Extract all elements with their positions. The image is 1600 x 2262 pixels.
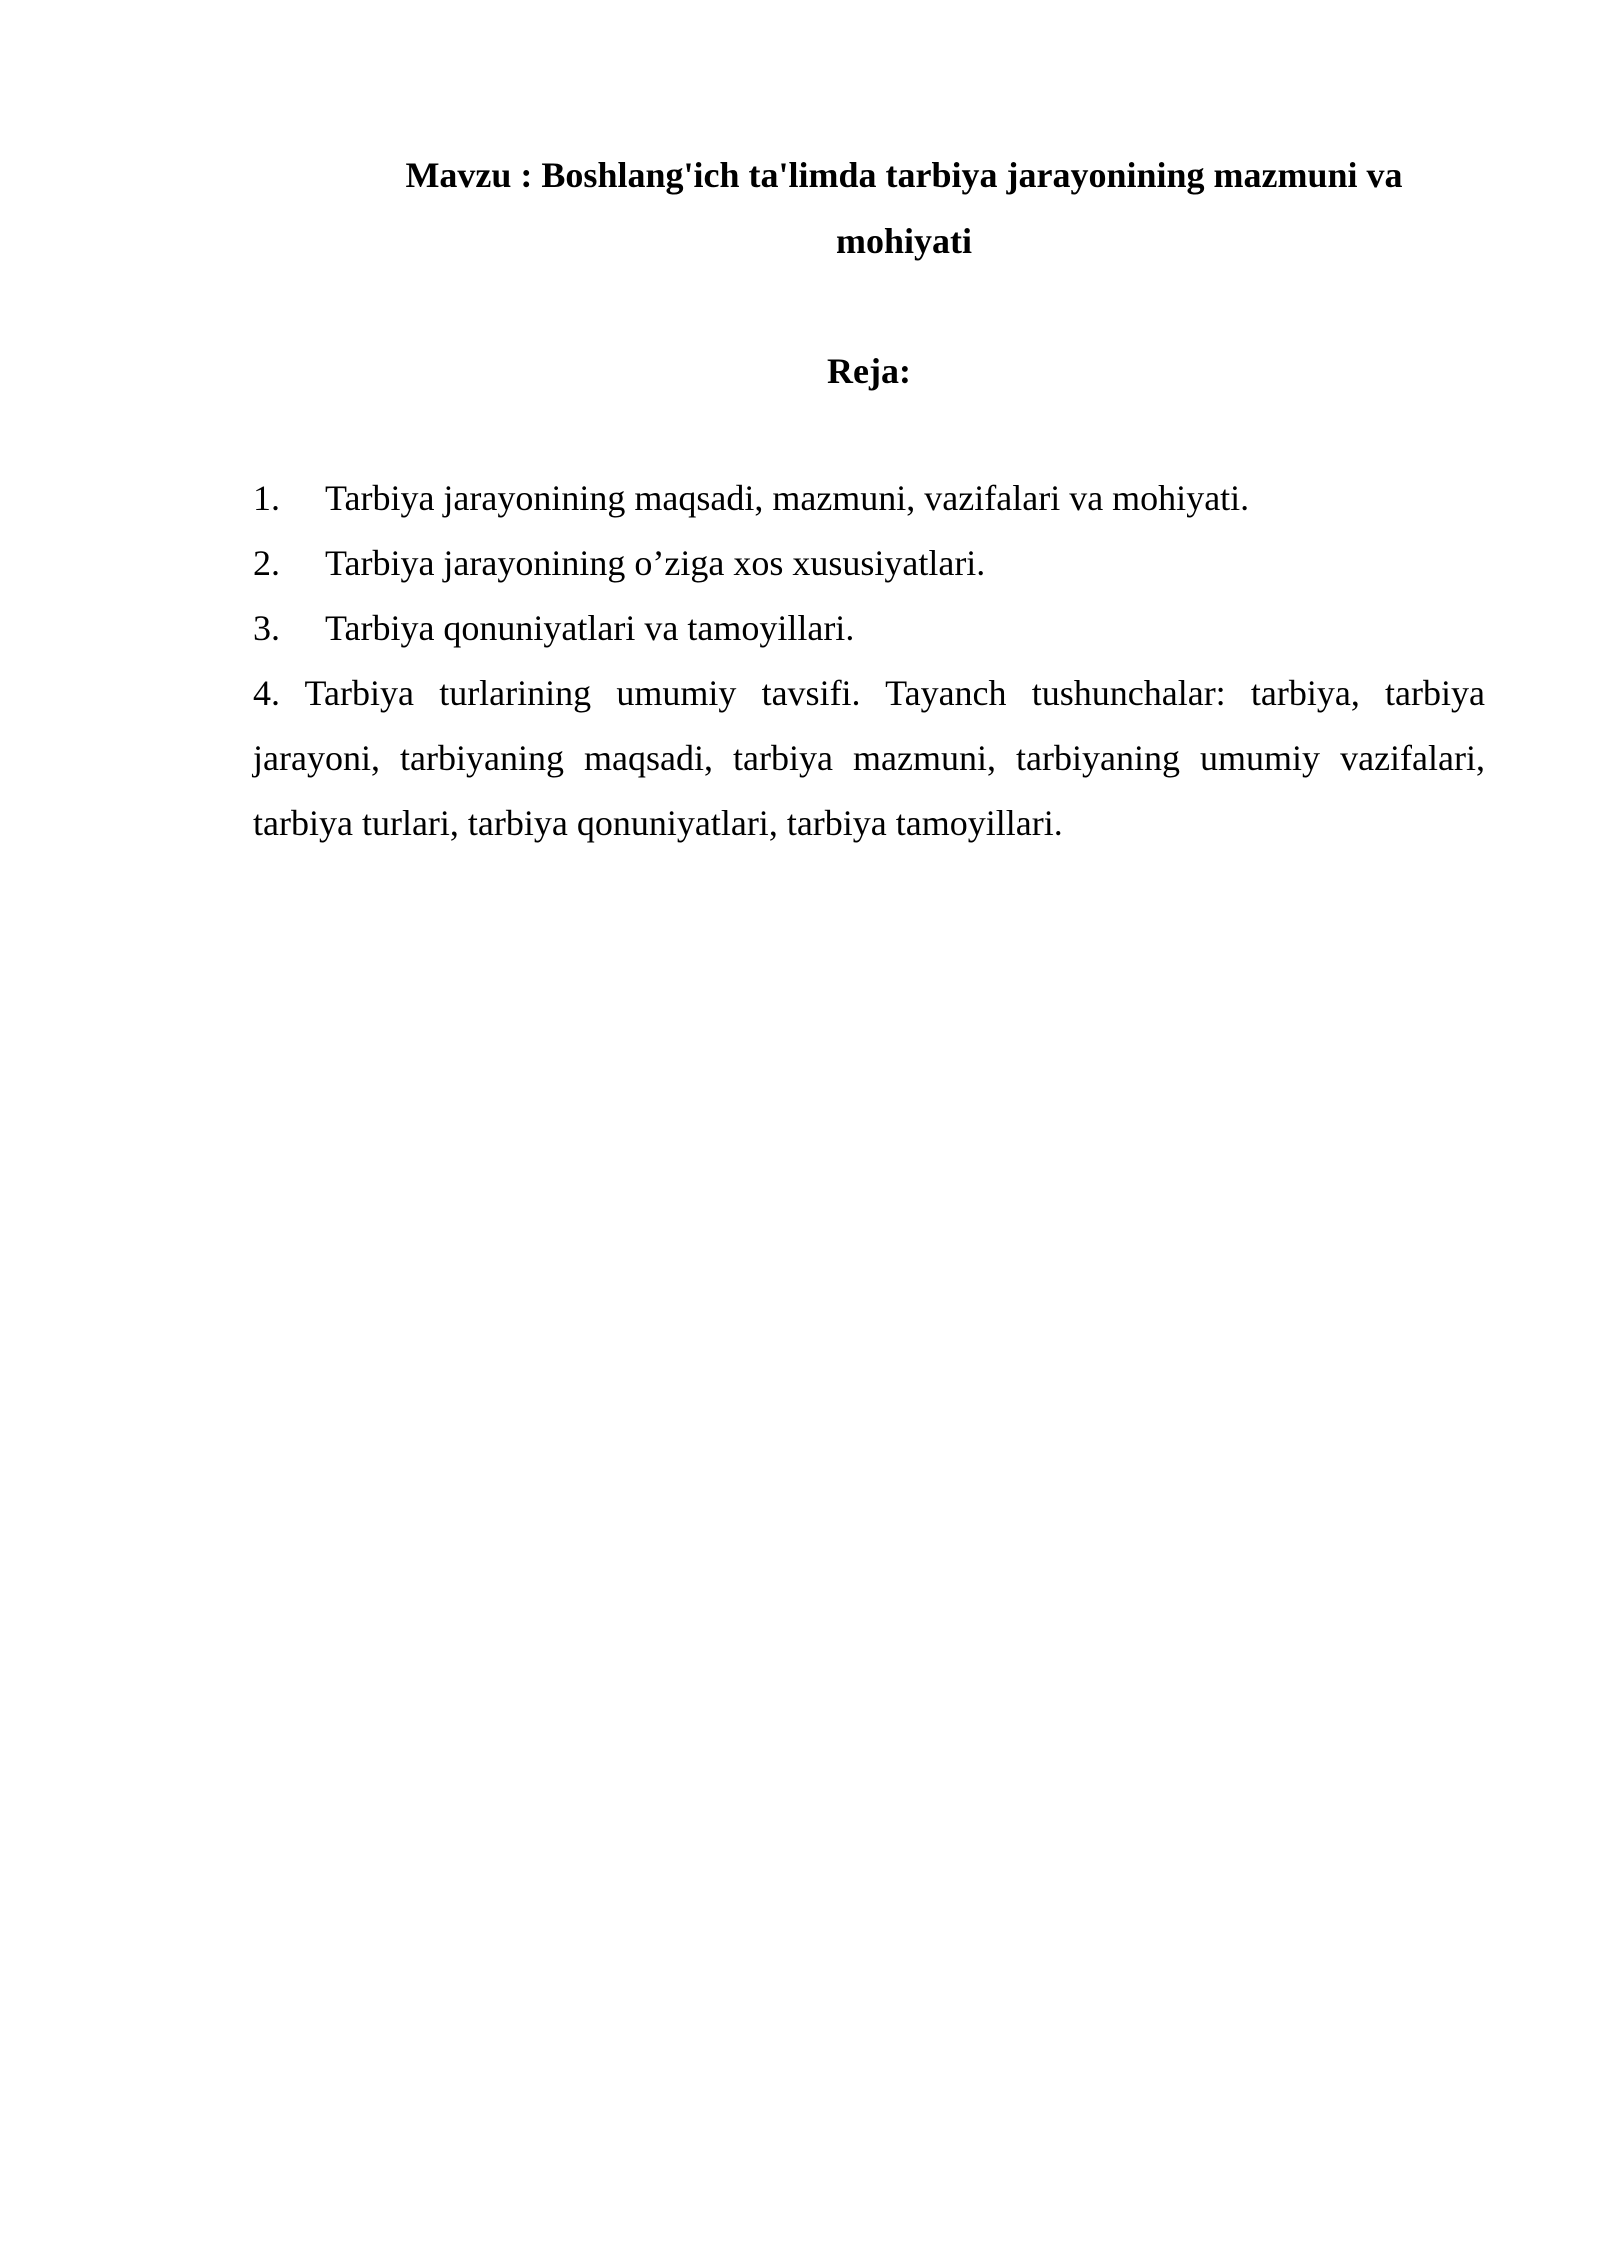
plan-heading: Reja: (827, 351, 911, 391)
plan-item-number: 1. (253, 478, 280, 518)
plan-item-number: 2. (253, 543, 280, 583)
plan-item-3 (253, 596, 1485, 661)
plan-item-2 (253, 531, 1485, 596)
document-title (253, 142, 1485, 274)
document-content (253, 142, 1485, 856)
plan-item-text: Tarbiya jarayonining maqsadi, mazmuni, vazifalari va mohiyati. (325, 478, 1250, 518)
plan-item-text: Tarbiya jarayonining o’ziga xos xususiyatlari. (325, 543, 986, 583)
plan-item-number: 3. (253, 608, 280, 648)
plan-item-4-paragraph: 4. Tarbiya turlarining umumiy tavsifi. Tayanch tushunchalar: tarbiya, tarbiya jarayoni, tarbiyaning maqsadi, tarbiya mazmuni, tarbiyaning umumiy vazifalari, tarbiya turlari, tarbiya qonuniyatlari, tarbiya tamoyillari. (253, 673, 1485, 843)
title-line-2: mohiyati (835, 221, 972, 261)
title-line-1: Mavzu : Boshlang'ich ta'limda tarbiya jarayonining mazmuni va (405, 155, 1403, 195)
plan-list (253, 466, 1485, 661)
plan-item-1 (253, 466, 1485, 531)
plan-item-text: Tarbiya qonuniyatlari va tamoyillari. (325, 608, 855, 648)
